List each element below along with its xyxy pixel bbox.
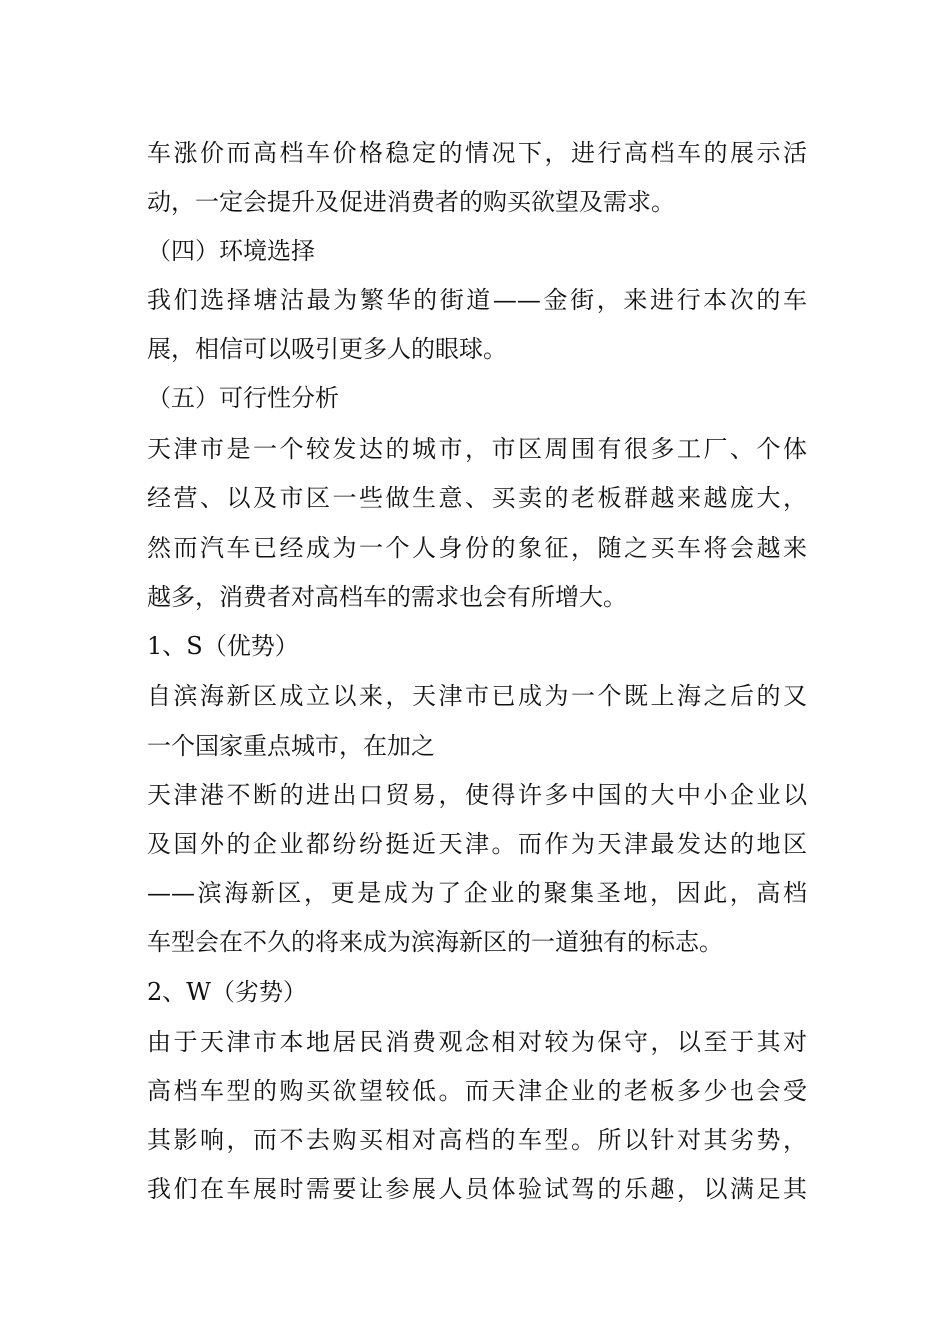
text-line: 其影响，而不去购买相对高档的车型。所以针对其劣势， xyxy=(147,1126,807,1154)
text-line: 我们选择塘沽最为繁华的街道——金街，来进行本次的车 xyxy=(147,286,807,314)
text-line: 由于天津市本地居民消费观念相对较为保守，以至于其对 xyxy=(147,1028,807,1056)
text-line: 天津港不断的进出口贸易，使得许多中国的大中小企业以 xyxy=(147,781,807,809)
text-line: 动，一定会提升及促进消费者的购买欲望及需求。 xyxy=(147,188,675,216)
text-line: 高档车型的购买欲望较低。而天津企业的老板多少也会受 xyxy=(147,1077,807,1105)
text-line: 车涨价而高档车价格稳定的情况下，进行高档车的展示活 xyxy=(147,139,807,167)
text-line: 然而汽车已经成为一个人身份的象征，随之买车将会越来 xyxy=(147,534,807,562)
text-line: 展，相信可以吸引更多人的眼球。 xyxy=(147,335,507,363)
text-line: 我们在车展时需要让参展人员体验试驾的乐趣，以满足其 xyxy=(147,1175,807,1203)
text-line: 车型会在不久的将来成为滨海新区的一道独有的标志。 xyxy=(147,928,723,956)
text-line: 及国外的企业都纷纷挺近天津。而作为天津最发达的地区 xyxy=(147,830,807,858)
subsection-heading: 1、S（优势） xyxy=(147,632,299,660)
section-heading: （四）环境选择 xyxy=(147,237,315,265)
text-line: 天津市是一个较发达的城市，市区周围有很多工厂、个体 xyxy=(147,435,807,463)
text-line: ——滨海新区，更是成为了企业的聚集圣地，因此，高档 xyxy=(147,879,807,907)
text-line: 自滨海新区成立以来，天津市已成为一个既上海之后的又 xyxy=(147,682,807,710)
text-line: 越多，消费者对高档车的需求也会有所增大。 xyxy=(147,583,627,611)
text-line: 经营、以及市区一些做生意、买卖的老板群越来越庞大， xyxy=(147,484,807,512)
text-line: 一个国家重点城市，在加之 xyxy=(147,732,435,760)
subsection-heading: 2、W（劣势） xyxy=(147,978,307,1006)
section-heading: （五）可行性分析 xyxy=(147,384,339,412)
